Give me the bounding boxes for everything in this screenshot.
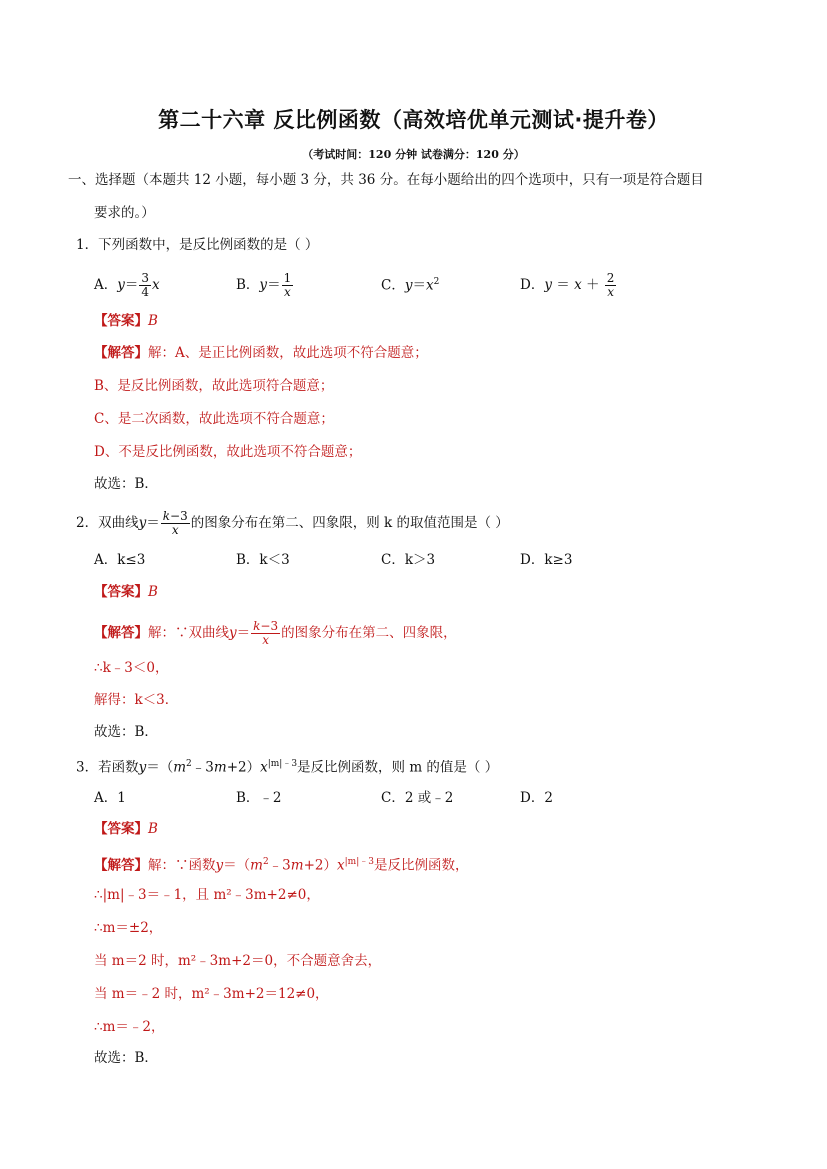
q3-explanation-line: ∴m＝±2， bbox=[94, 920, 163, 936]
q1-explanation-line: D、不是反比例函数，故此选项不符合题意； bbox=[94, 444, 362, 460]
q3-explanation-line: 当 m＝2 时，m²﹣3m+2＝0，不合题意舍去， bbox=[94, 953, 382, 969]
q3-option-b: B．﹣2 bbox=[236, 790, 282, 806]
q2-explanation-line: 解得：k＜3． bbox=[94, 692, 179, 708]
exam-info: （考试时间：120 分钟 试卷满分：120 分） bbox=[302, 148, 525, 161]
q3-explanation-line: ∴|m|﹣3＝﹣1，且 m²﹣3m+2≠0， bbox=[94, 887, 320, 903]
q3-stem: 3．若函数$y=(m^2﹣3m+2)x^{|m|﹣3}$是反比例函数，则 m 的值是（ ） bbox=[76, 759, 499, 776]
q3-explanation-line: 【解答】解：∵函数$y=(m^2﹣3m+2)x^{|m|﹣3}$是反比例函数， bbox=[94, 857, 469, 874]
q2-answer: 【答案】B bbox=[94, 584, 158, 600]
q1-stem: 1．下列函数中，是反比例函数的是（ ） bbox=[76, 237, 319, 253]
q3-explanation-line: ∴m＝﹣2， bbox=[94, 1019, 165, 1035]
q3-option-a: A．1 bbox=[94, 790, 126, 806]
q1-conclusion: 故选：B． bbox=[94, 476, 158, 492]
q1-explanation-line: 【解答】解：A、是正比例函数，故此选项不符合题意； bbox=[94, 345, 428, 361]
q2-option-b: B．k＜3 bbox=[236, 552, 290, 568]
q3-option-c: C．2 或﹣2 bbox=[381, 790, 454, 806]
q1-option-c: C．$y=x^2$ bbox=[381, 277, 440, 294]
q2-conclusion: 故选：B． bbox=[94, 724, 158, 740]
q2-stem: 2．双曲线y＝ $\frac{k-3}{x}$ 的图象分布在第二、四象限，则 k 的取值范围是（ ） bbox=[76, 509, 509, 537]
q2-explanation-line: 【解答】解：∵双曲线y＝ $\frac{k-3}{x}$ 的图象分布在第二、四象限， bbox=[94, 619, 457, 647]
q3-option-d: D．2 bbox=[520, 790, 553, 806]
q2-option-c: C．k＞3 bbox=[381, 552, 436, 568]
section-heading-cont: 要求的。） bbox=[94, 205, 155, 221]
q2-explanation-line: ∴k﹣3＜0， bbox=[94, 660, 169, 676]
q1-option-d: D．y ＝ x ＋ $\frac{2}{x}$ bbox=[520, 271, 615, 299]
q3-explanation-line: 当 m＝﹣2 时，m²﹣3m+2＝12≠0， bbox=[94, 986, 329, 1002]
q1-explanation-line: C、是二次函数，故此选项不符合题意； bbox=[94, 411, 334, 427]
q3-answer: 【答案】B bbox=[94, 821, 158, 837]
q3-conclusion: 故选：B． bbox=[94, 1050, 158, 1066]
page-title: 第二十六章 反比例函数（高效培优单元测试·提升卷） bbox=[158, 108, 669, 132]
q2-option-d: D．k≥3 bbox=[520, 552, 573, 568]
section-heading: 一、选择题（本题共 12 小题，每小题 3 分，共 36 分。在每小题给出的四个选项中，只有一项是符合题目 bbox=[68, 172, 704, 188]
q2-option-a: A．k≤3 bbox=[94, 552, 146, 568]
q1-explanation-line: B、是反比例函数，故此选项符合题意； bbox=[94, 378, 334, 394]
q1-option-a: A．y＝ $\frac{3}{4}$ x bbox=[94, 271, 160, 299]
q1-option-b: B．y＝ $\frac{1}{x}$ bbox=[236, 271, 292, 299]
q1-answer: 【答案】B bbox=[94, 313, 158, 329]
